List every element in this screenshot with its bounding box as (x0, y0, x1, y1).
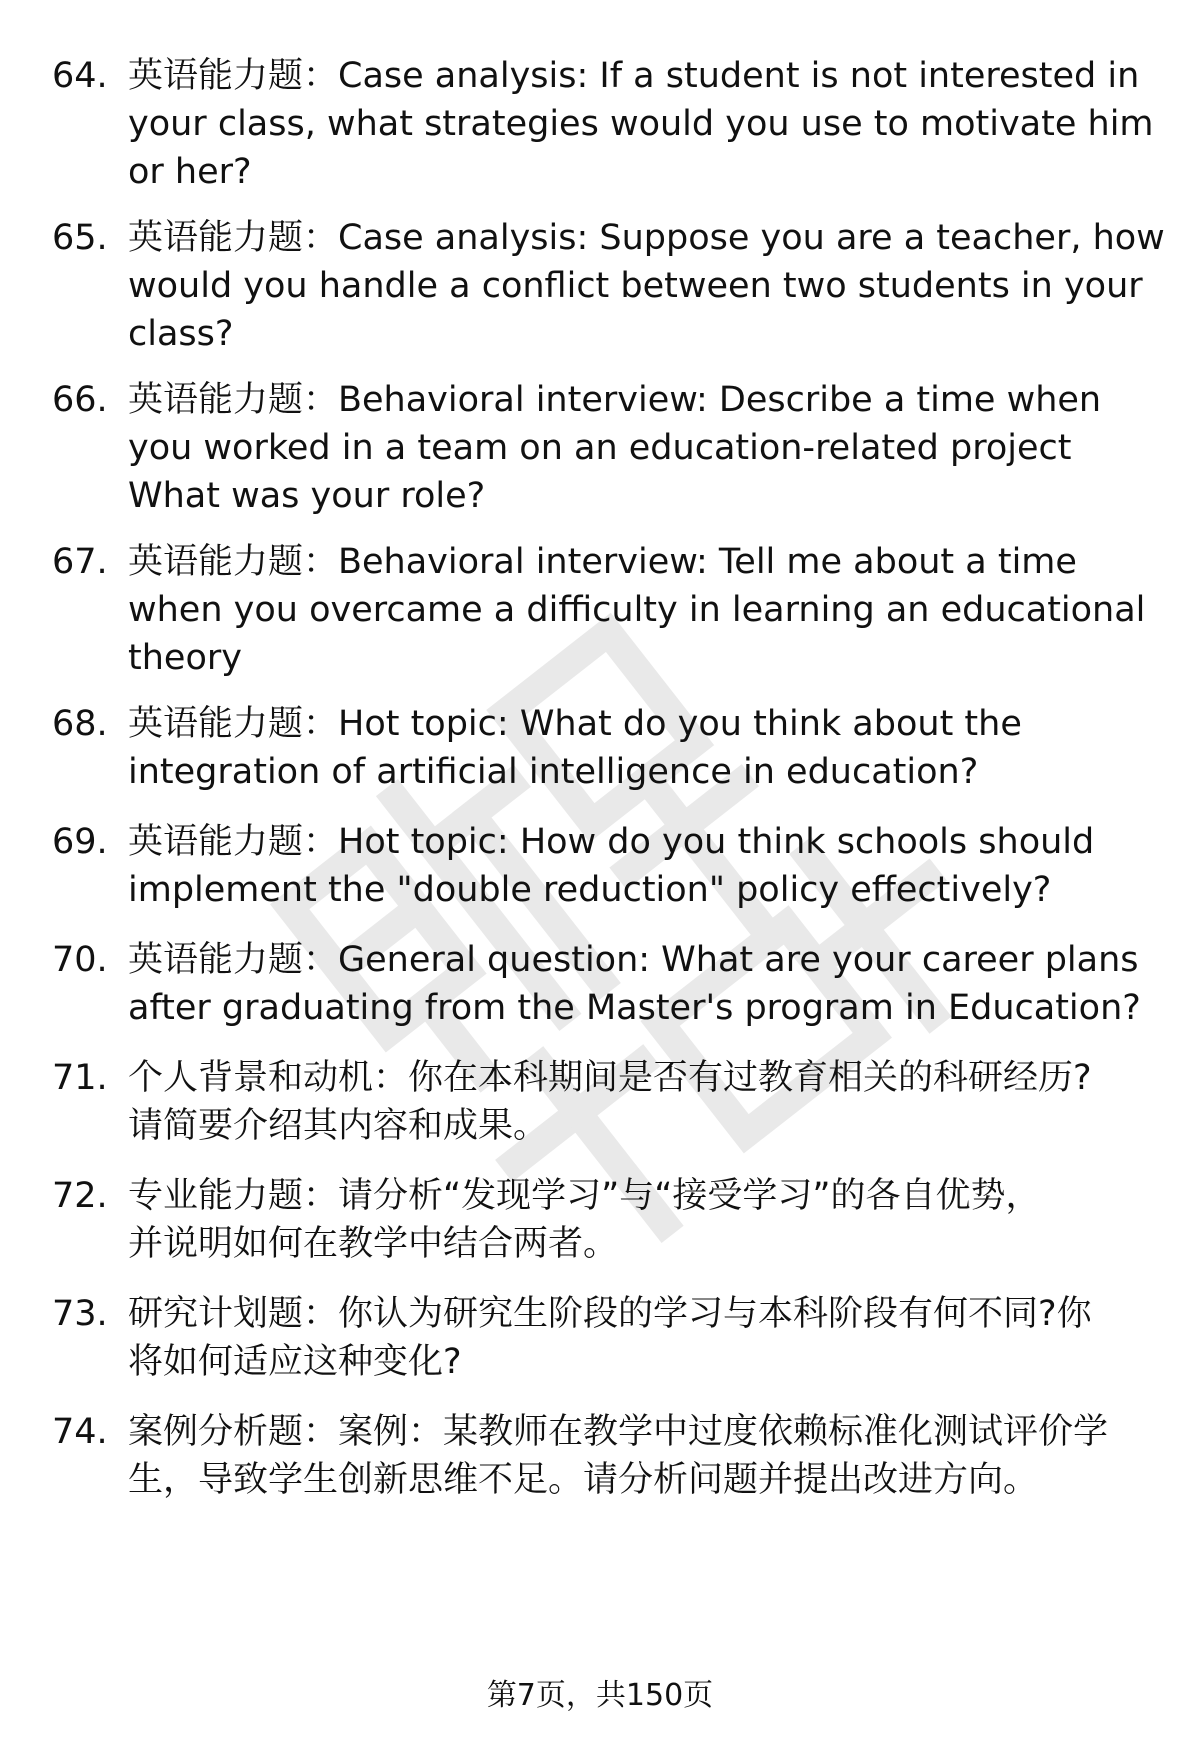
question-number: 67. (52, 542, 108, 582)
question-text (128, 936, 1152, 1032)
question-line: or her? (128, 152, 252, 192)
question-line: 专业能力题：请分析“发现学习”与“接受学习”的各自优势， (128, 1176, 1041, 1216)
question-line: class? (128, 314, 234, 354)
question-line: 英语能力题：Case analysis: If a student is not interested in (128, 56, 1140, 96)
question-line: 英语能力题：Behavioral interview: Describe a time when (128, 380, 1102, 420)
question-line: 将如何适应这种变化? (128, 1342, 462, 1382)
question-number: 72. (52, 1176, 108, 1216)
question-line: 案例分析题：案例：某教师在教学中过度依赖标准化测试评价学 (128, 1412, 1109, 1452)
question-line: 英语能力题：General question: What are your career plans (128, 940, 1139, 980)
question-text (128, 1054, 1152, 1150)
question-number: 70. (52, 940, 108, 980)
question-line: your class, what strategies would you use to motivate him (128, 104, 1154, 144)
question-line: 研究计划题：你认为研究生阶段的学习与本科阶段有何不同?你 (128, 1294, 1092, 1334)
question-item (52, 52, 1152, 196)
question-line: after graduating from the Master's program in Education? (128, 988, 1141, 1028)
question-text (128, 700, 1152, 796)
question-line: 英语能力题：Hot topic: What do you think about the (128, 704, 1022, 744)
question-line: implement the "double reduction" policy effectively? (128, 870, 1052, 910)
question-line: 个人背景和动机：你在本科期间是否有过教育相关的科研经历? (128, 1058, 1092, 1098)
question-text (128, 52, 1154, 196)
question-line: 英语能力题：Hot topic: How do you think schools should (128, 822, 1095, 862)
question-number: 71. (52, 1058, 108, 1098)
question-number: 68. (52, 704, 108, 744)
question-number: 66. (52, 380, 108, 420)
question-item (52, 1172, 1152, 1268)
question-line: 生，导致学生创新思维不足。请分析问题并提出改进方向。 (128, 1460, 1039, 1500)
page-footer: 第7页，共150页 (486, 1678, 714, 1713)
question-text (128, 1290, 1152, 1386)
question-line: 请简要介绍其内容和成果。 (128, 1106, 549, 1146)
question-item (52, 700, 1152, 796)
question-line: when you overcame a difficulty in learning an educational (128, 590, 1146, 630)
question-text (128, 818, 1152, 914)
question-text (128, 538, 1152, 682)
question-item (52, 376, 1152, 520)
question-item (52, 1290, 1152, 1386)
question-text (128, 1408, 1152, 1504)
question-line: integration of artificial intelligence in education? (128, 752, 979, 792)
question-text (128, 376, 1152, 520)
question-text (128, 214, 1165, 358)
question-text (128, 1172, 1152, 1268)
question-number: 64. (52, 56, 108, 96)
question-number: 65. (52, 218, 108, 258)
question-line: What was your role? (128, 476, 486, 516)
question-line: 并说明如何在教学中结合两者。 (128, 1224, 619, 1264)
question-number: 69. (52, 822, 108, 862)
question-item (52, 1408, 1152, 1504)
question-line: would you handle a conflict between two students in your (128, 266, 1143, 306)
question-item (52, 1054, 1152, 1150)
question-item (52, 818, 1152, 914)
question-line: 英语能力题：Behavioral interview: Tell me about a time (128, 542, 1077, 582)
question-line: 英语能力题：Case analysis: Suppose you are a teacher, how (128, 218, 1165, 258)
question-line: you worked in a team on an education-related project (128, 428, 1072, 468)
question-number: 74. (52, 1412, 108, 1452)
question-item (52, 214, 1165, 358)
question-number: 73. (52, 1294, 108, 1334)
question-line: theory (128, 638, 242, 678)
question-item (52, 538, 1152, 682)
question-item (52, 936, 1152, 1032)
